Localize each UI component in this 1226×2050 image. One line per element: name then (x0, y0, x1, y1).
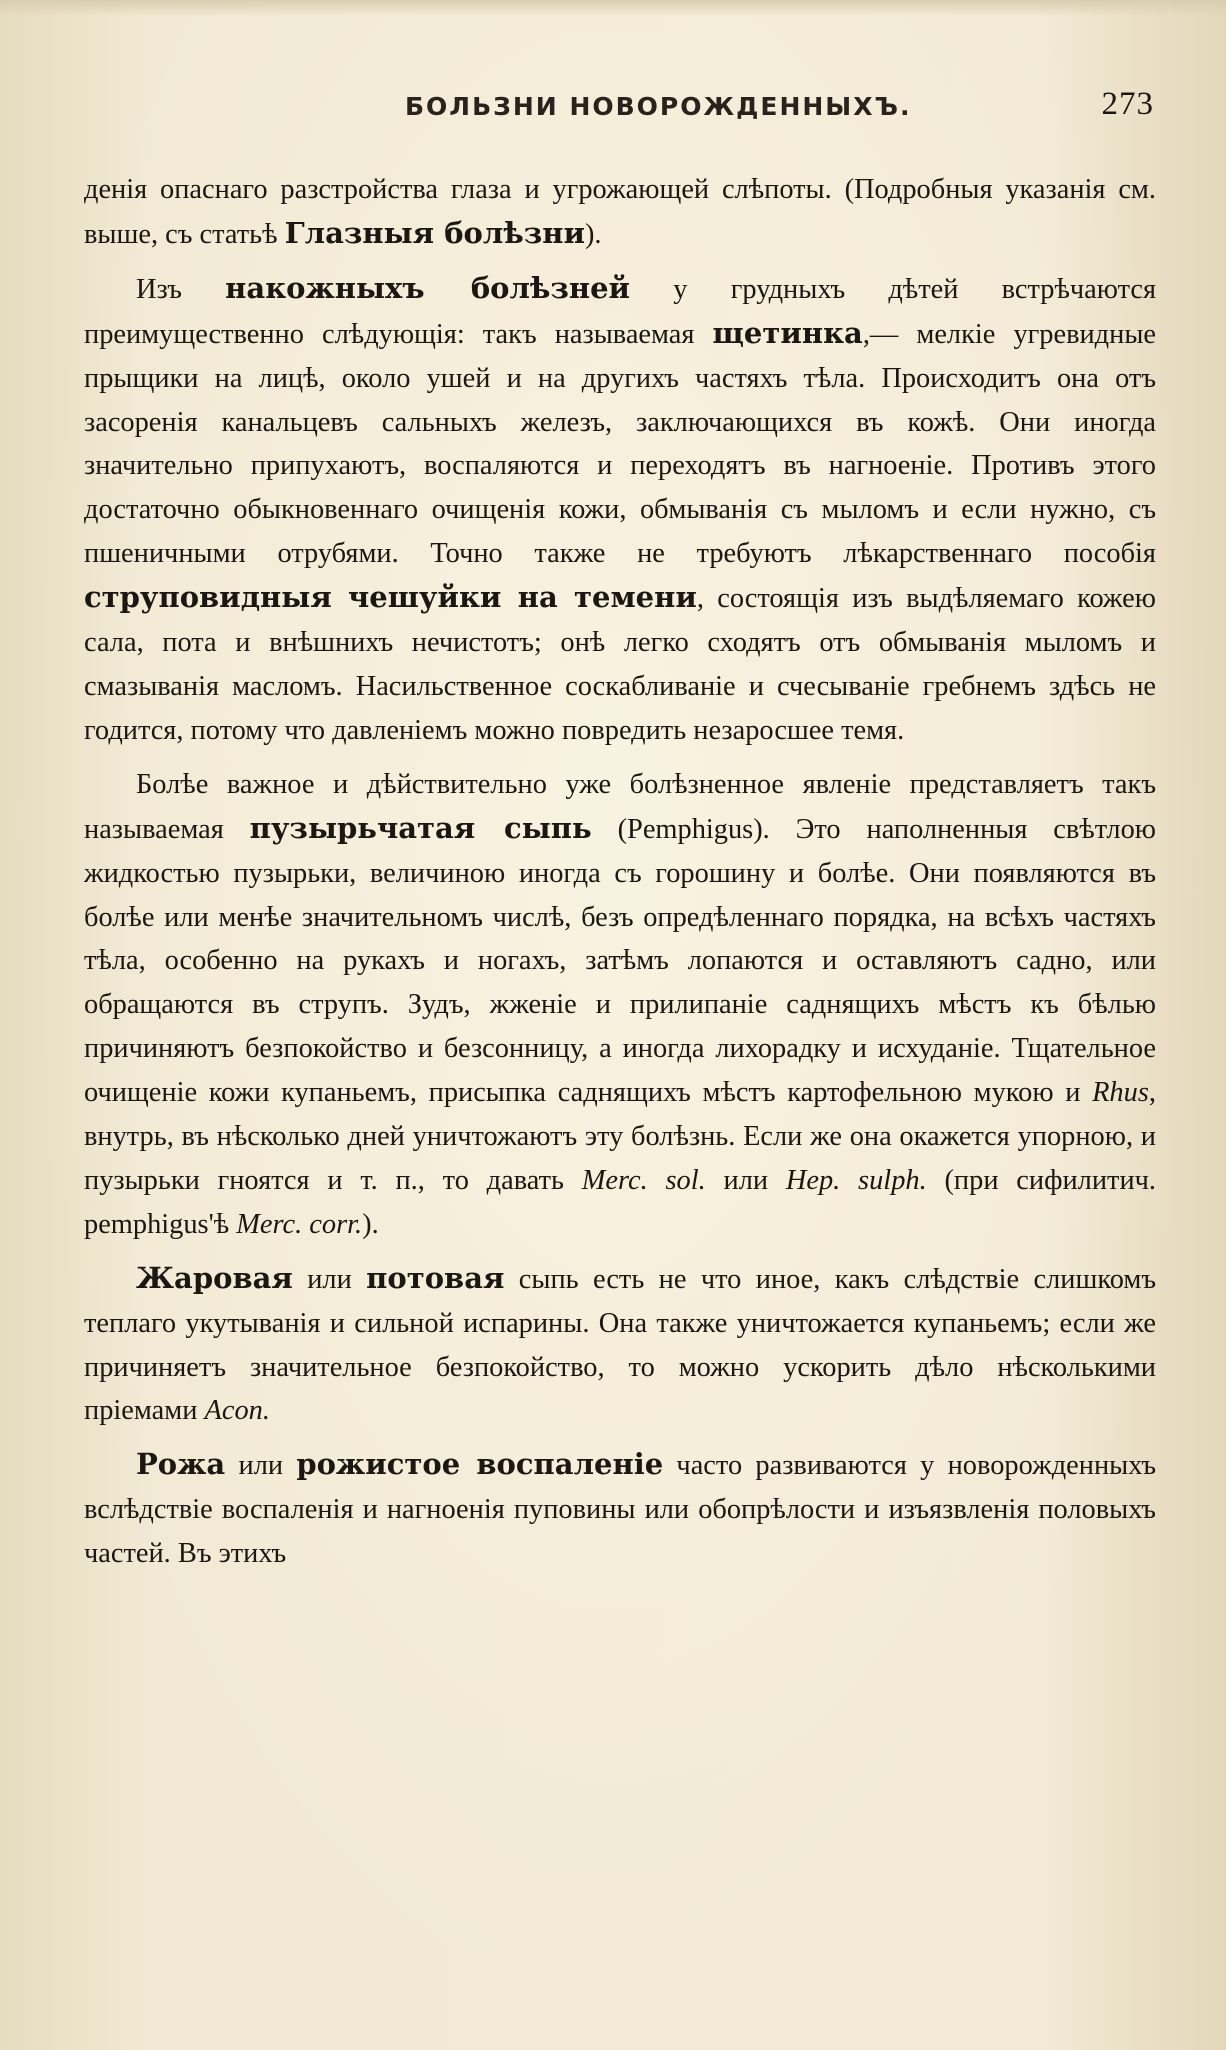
text-run: Изъ (136, 273, 226, 305)
bold-term: Глазныя болѣзни (284, 215, 585, 250)
page-top-shadow (0, 0, 1226, 16)
bold-term: рожистое воспаленіе (296, 1447, 664, 1482)
bold-term: потовая (366, 1260, 505, 1295)
remedy-name: Hep. sulph. (785, 1164, 927, 1196)
text-run: ). (584, 218, 602, 250)
remedy-name: Acon. (204, 1395, 270, 1427)
text-run: или (292, 1263, 367, 1295)
text-run: , состоящія изъ выдѣляемаго кожею сала, пота и внѣшнихъ нечистотъ; онѣ легко сходятъ отъ обмыванія мыломъ и смазыванія масломъ. Насильственное соскабливаніе и счесываніе гребнемъ здѣсь не годится, потому что давленіемъ можно повредить незаросшее темя. (84, 583, 1156, 746)
bold-term: Рожа (136, 1447, 226, 1482)
page-number: 273 (1101, 86, 1154, 122)
body-text (84, 168, 1156, 1576)
bold-term: щетинка (712, 315, 863, 350)
text-run: (при сифилитич. pemphigus'ѣ (84, 1164, 1157, 1240)
bold-term: накожныхъ болѣзней (225, 270, 631, 305)
text-run: или (705, 1164, 786, 1196)
paragraph (84, 267, 1156, 753)
remedy-name: Rhus (1092, 1077, 1149, 1109)
text-run: или (225, 1450, 297, 1482)
text-run: , внутрь, въ нѣсколько дней уничтожаютъ эту болѣзнь. Если же она окажется упорною, и пузырьки гноятся и т. п., то давать (84, 1077, 1156, 1196)
paragraph (84, 1257, 1156, 1434)
bold-term: струповидныя чешуйки на темени (84, 580, 697, 615)
remedy-name: Merc. sol. (581, 1164, 706, 1196)
running-head: БОЛЬЗНИ НОВОРОЖДЕННЫХЪ. (405, 92, 912, 121)
text-run: (Pemphigus). Это наполненныя свѣтлою жидкостью пузырьки, величиною иногда съ горошину и болѣе. Они появляются въ болѣе или менѣе значительномъ числѣ, безъ опредѣленнаго порядка, на всѣхъ частяхъ тѣла, особенно на рукахъ и ногахъ, затѣмъ лопаются и оставляютъ садно, или обращаются въ струпъ. Зудъ, жженіе и прилипаніе саднящихъ мѣстъ къ бѣлью причиняютъ безпокойство и безсонницу, а иногда лихорадку и исхуданіе. Тщательное очищеніе кожи купаньемъ, присыпка саднящихъ мѣстъ картофельною мукою и (84, 813, 1156, 1109)
paragraph (84, 168, 1156, 257)
text-run: денія опаснаго разстройства глаза и угрожающей слѣпоты. (Подробныя указанія см. выше, съ статьѣ (84, 174, 1156, 250)
remedy-name: Merc. corr. (236, 1208, 363, 1240)
bold-term: пузырьчатая сыпь (249, 810, 592, 845)
text-run: ). (362, 1208, 379, 1240)
text-run: часто развиваются у новорожденныхъ вслѣдствіе воспаленія и нагноенія пуповины или обопрѣлости и изъязвленія половыхъ частей. Въ этихъ (84, 1450, 1157, 1570)
paragraph (84, 1443, 1156, 1576)
bold-term: Жаровая (136, 1260, 293, 1295)
paragraph (84, 763, 1156, 1247)
text-run: у грудныхъ дѣтей встрѣчаются преимущественно слѣдующія: такъ называемая (84, 273, 1157, 350)
text-run: сыпь есть не что иное, какъ слѣдствіе слишкомъ теплаго укутыванія и сильной испарины. Она также уничтожается купаньемъ; если же причиняетъ значительное безпокойство, то можно ускорить дѣло нѣсколькими пріемами (84, 1263, 1156, 1427)
text-run: ,— мелкіе угревидные прыщики на лицѣ, около ушей и на другихъ частяхъ тѣла. Происходитъ она отъ засоренія канальцевъ сальныхъ железъ, заключающихся въ кожѣ. Они иногда значительно припухаютъ, воспаляются и переходятъ въ нагноеніе. Противъ этого достаточно обыкновеннаго очищенія кожи, обмыванія съ мыломъ и если нужно, съ пшеничными отрубями. Точно также не требуютъ лѣкарственнаго пособія (84, 318, 1156, 570)
text-run: Болѣе важное и дѣйствительно уже болѣзненное явленіе представляетъ такъ называемая (84, 768, 1156, 845)
